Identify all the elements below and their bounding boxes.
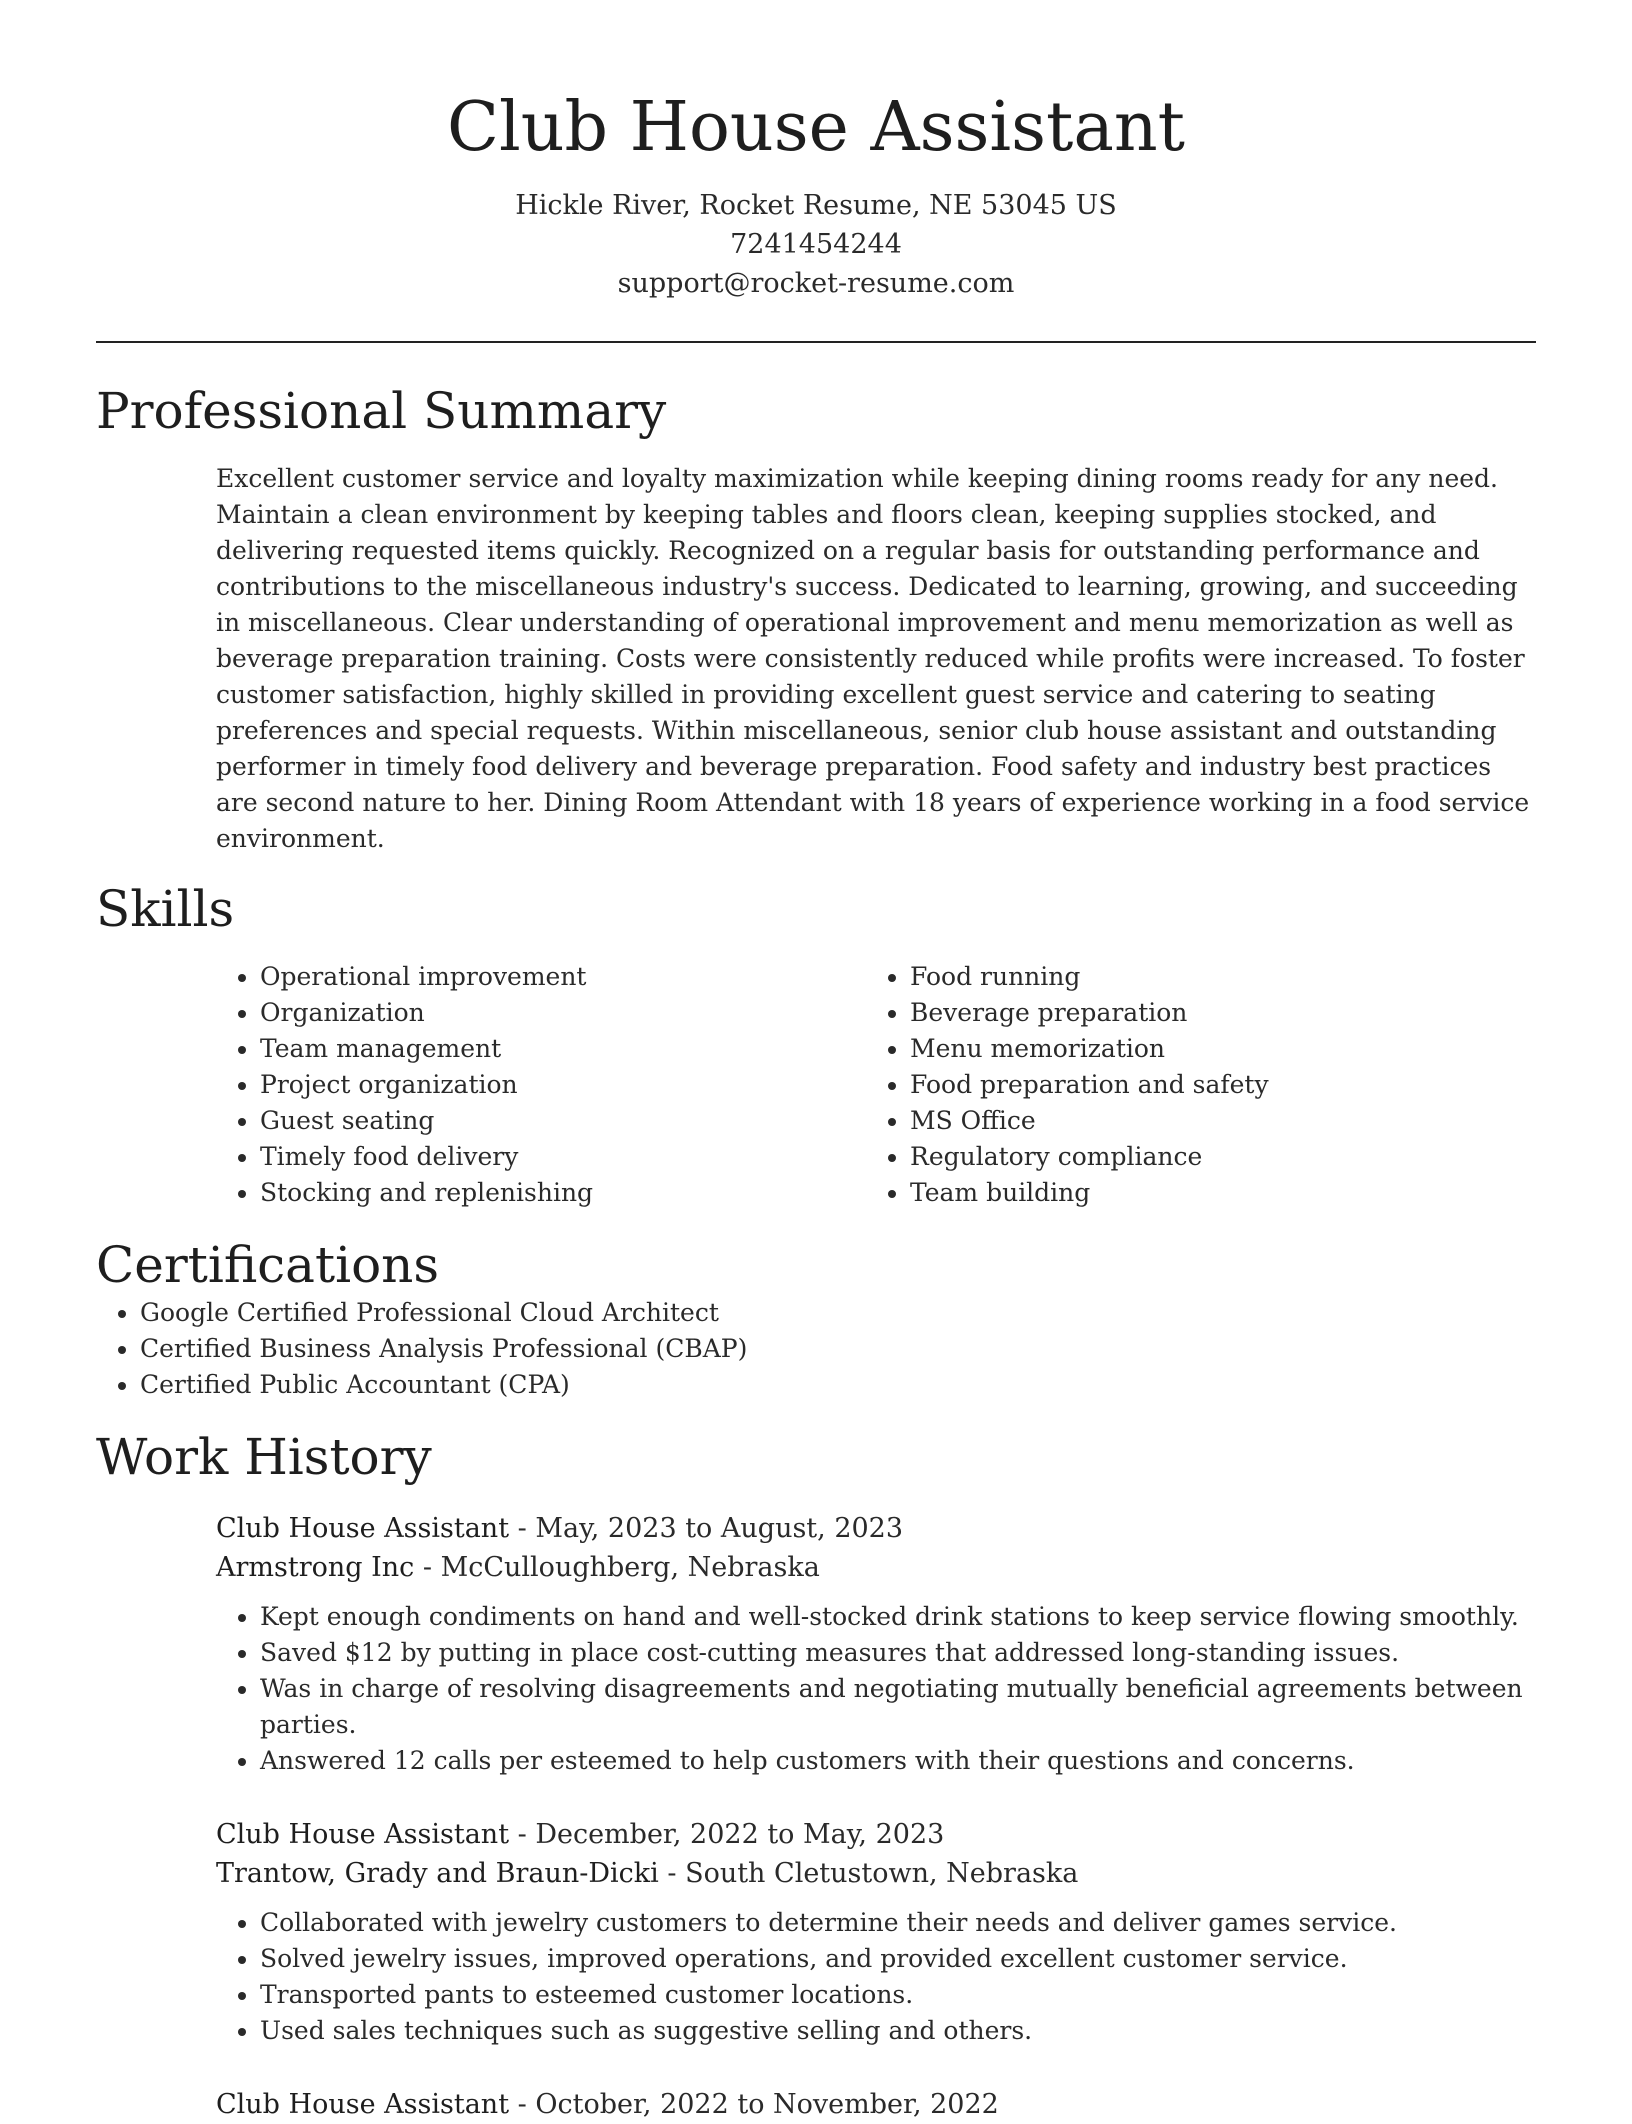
- skill-item: • Food running: [910, 959, 1516, 995]
- summary-heading: Professional Summary: [96, 382, 667, 440]
- job-bullets: [216, 1905, 1536, 2049]
- job-title-line: [216, 2085, 1536, 2124]
- skills-list-left: [216, 959, 866, 1211]
- certifications-heading: Certifications: [96, 1236, 440, 1294]
- skill-item: • MS Office: [910, 1103, 1516, 1139]
- skill-item: • Food preparation and safety: [910, 1067, 1516, 1103]
- contact-email: support@rocket-resume.com: [617, 268, 1015, 299]
- job-bullet: • Collaborated with jewelry customers to determine their needs and deliver games service.: [260, 1905, 1536, 1941]
- job-role: Club House Assistant: [216, 1819, 510, 1850]
- resume-name: Club House Assistant: [446, 88, 1186, 167]
- job-bullets: [216, 1599, 1536, 1779]
- work-history-heading: Work History: [96, 1428, 432, 1486]
- job-entry: [216, 1815, 1536, 2049]
- job-bullet: • Used sales techniques such as suggestive selling and others.: [260, 2013, 1536, 2049]
- contact-block: [96, 186, 1536, 303]
- skill-item: • Operational improvement: [260, 959, 866, 995]
- skill-item: • Project organization: [260, 1067, 866, 1103]
- summary-text: Excellent customer service and loyalty maximization while keeping dining rooms ready for any need. Maintain a clean environment by keeping tables and floors clean, keeping supplies stocked, and delivering requested items quickly. Recognized on a regular basis for outstanding performance and contributions to the miscellaneous industry's success. Dedicated to learning, growing, and succeeding in miscellaneous. Clear understanding of operational improvement and menu memorization as well as beverage preparation training. Costs were consistently reduced while profits were increased. To foster customer satisfaction, highly skilled in providing excellent guest service and catering to seating preferences and special requests. Within miscellaneous, senior club house assistant and outstanding performer in timely food delivery and beverage preparation. Food safety and industry best practices are second nature to her. Dining Room Attendant with 18 years of experience working in a food service environment.: [216, 464, 1530, 853]
- skill-item: • Timely food delivery: [260, 1139, 866, 1175]
- skill-item: • Stocking and replenishing: [260, 1175, 866, 1211]
- skill-item: • Team building: [910, 1175, 1516, 1211]
- contact-address: Hickle River, Rocket Resume, NE 53045 US: [515, 190, 1117, 221]
- skills-column-left: [216, 959, 866, 1211]
- job-bullet: • Transported pants to esteemed customer locations.: [260, 1977, 1536, 2013]
- skill-item: • Beverage preparation: [910, 995, 1516, 1031]
- job-company: Trantow, Grady and Braun-Dicki: [216, 1858, 659, 1889]
- skill-item: • Regulatory compliance: [910, 1139, 1516, 1175]
- job-location: - South Cletustown, Nebraska: [658, 1858, 1079, 1889]
- job-company: Armstrong Inc: [216, 1552, 415, 1583]
- job-role: Club House Assistant: [216, 2089, 510, 2120]
- job-entry: [216, 2085, 1536, 2124]
- job-dates: - October, 2022 to November, 2022: [509, 2089, 999, 2120]
- job-dates: - May, 2023 to August, 2023: [509, 1513, 904, 1544]
- contact-phone: 7241454244: [730, 229, 902, 260]
- job-title-line: [216, 1815, 1536, 1854]
- job-company-line: [216, 1548, 1536, 1587]
- job-location: - McCulloughberg, Nebraska: [414, 1552, 820, 1583]
- job-dates: - December, 2022 to May, 2023: [509, 1819, 945, 1850]
- job-bullet: • Answered 12 calls per esteemed to help customers with their questions and concerns.: [260, 1743, 1536, 1779]
- certification-item: • Google Certified Professional Cloud Architect: [140, 1295, 1536, 1331]
- skills-heading: Skills: [96, 880, 235, 938]
- skill-item: • Menu memorization: [910, 1031, 1516, 1067]
- resume-page: [96, 0, 1536, 2124]
- job-title-line: [216, 1509, 1536, 1548]
- job-entry: [216, 1509, 1536, 1779]
- job-role: Club House Assistant: [216, 1513, 510, 1544]
- certification-item: • Certified Public Accountant (CPA): [140, 1367, 1536, 1403]
- skill-item: • Team management: [260, 1031, 866, 1067]
- job-bullet: • Saved $12 by putting in place cost-cutting measures that addressed long-standing issues.: [260, 1635, 1536, 1671]
- certification-item: • Certified Business Analysis Professional (CBAP): [140, 1331, 1536, 1367]
- header-divider: [96, 341, 1536, 343]
- skills-column-right: [866, 959, 1516, 1211]
- job-bullet: • Solved jewelry issues, improved operations, and provided excellent customer service.: [260, 1941, 1536, 1977]
- skill-item: • Organization: [260, 995, 866, 1031]
- certifications-list: [96, 1295, 1536, 1403]
- skill-item: • Guest seating: [260, 1103, 866, 1139]
- skills-list-right: [866, 959, 1516, 1211]
- skills-columns: [216, 959, 1536, 1211]
- job-bullet: • Was in charge of resolving disagreements and negotiating mutually beneficial agreements between parties.: [260, 1671, 1536, 1743]
- job-bullet: • Kept enough condiments on hand and well-stocked drink stations to keep service flowing smoothly.: [260, 1599, 1536, 1635]
- job-company-line: [216, 1854, 1536, 1893]
